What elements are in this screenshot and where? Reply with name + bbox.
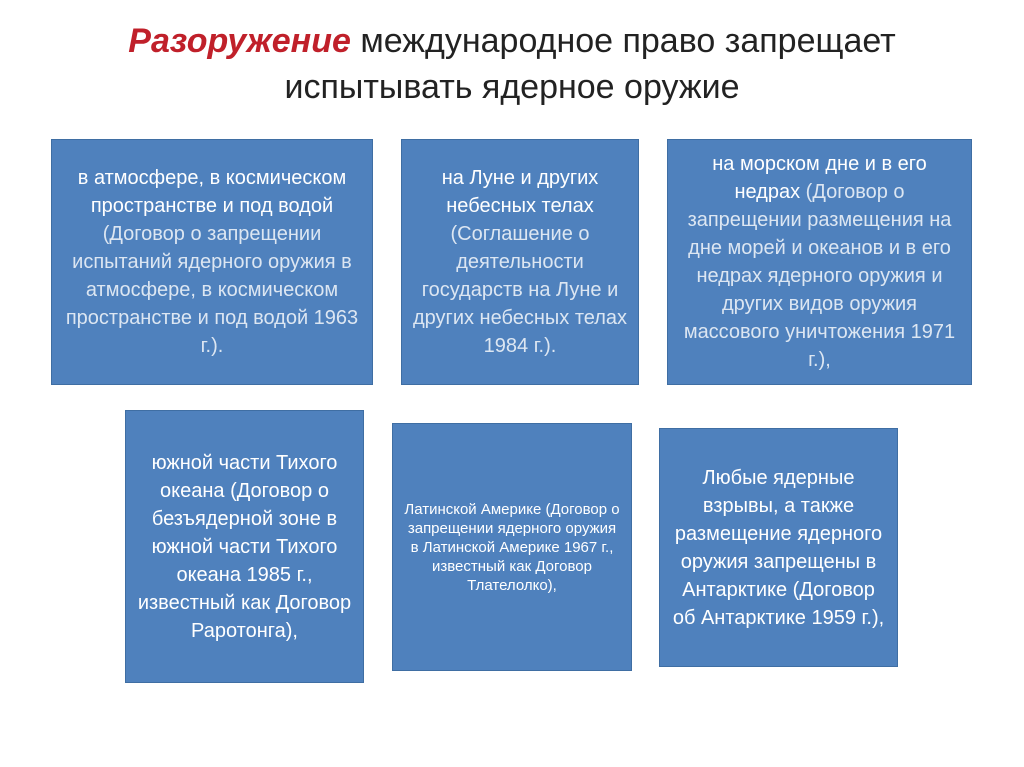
box-south-pacific [125,410,364,683]
box-note: (Соглашение о деятельности государств на Луне и других небесных телах 1984 г.). [412,223,628,357]
box-note: (Договор о безъядерной зоне в южной части Тихого океана 1985 г., известный как Договор Раротонга), [137,479,352,642]
title-accent: Разоружение [128,22,351,60]
box-lead: на морском дне и в его недрах [712,153,927,203]
box-lead: Любые ядерные взрывы, а также размещение ядерного оружия запрещены в Антарктике [674,466,883,601]
box-antarctica [659,428,898,667]
box-lead: на Луне и других небесных телах [441,167,599,217]
title-rest: международное право запрещает испытывать ядерное оружие [284,22,896,106]
box-note: (Договор о запрещении испытаний ядерного оружия в атмосфере, в космическом пространстве и под водой 1963 г.). [65,223,359,357]
box-note: (Договор об Антарктике 1959 г.), [672,578,885,629]
box-lead: Латинской Америке [404,500,542,518]
box-seabed [667,139,972,385]
box-latin-america [392,423,632,671]
box-lead: южной части Тихого океана [151,451,338,502]
box-note: (Договор о запрещении ядерного оружия в Латинской Америке 1967 г., известный как Договор Тлателолко), [407,500,620,594]
box-atmosphere-space-underwater [51,139,373,385]
box-lead: в атмосфере, в космическом пространстве и под водой [77,167,347,217]
box-moon-celestial-bodies [401,139,639,385]
slide-title [60,18,964,110]
box-note: (Договор о запрещении размещения на дне морей и океанов и в его недрах ядерного оружия и других видов оружия массового уничтожения 1971 г.), [683,181,956,371]
